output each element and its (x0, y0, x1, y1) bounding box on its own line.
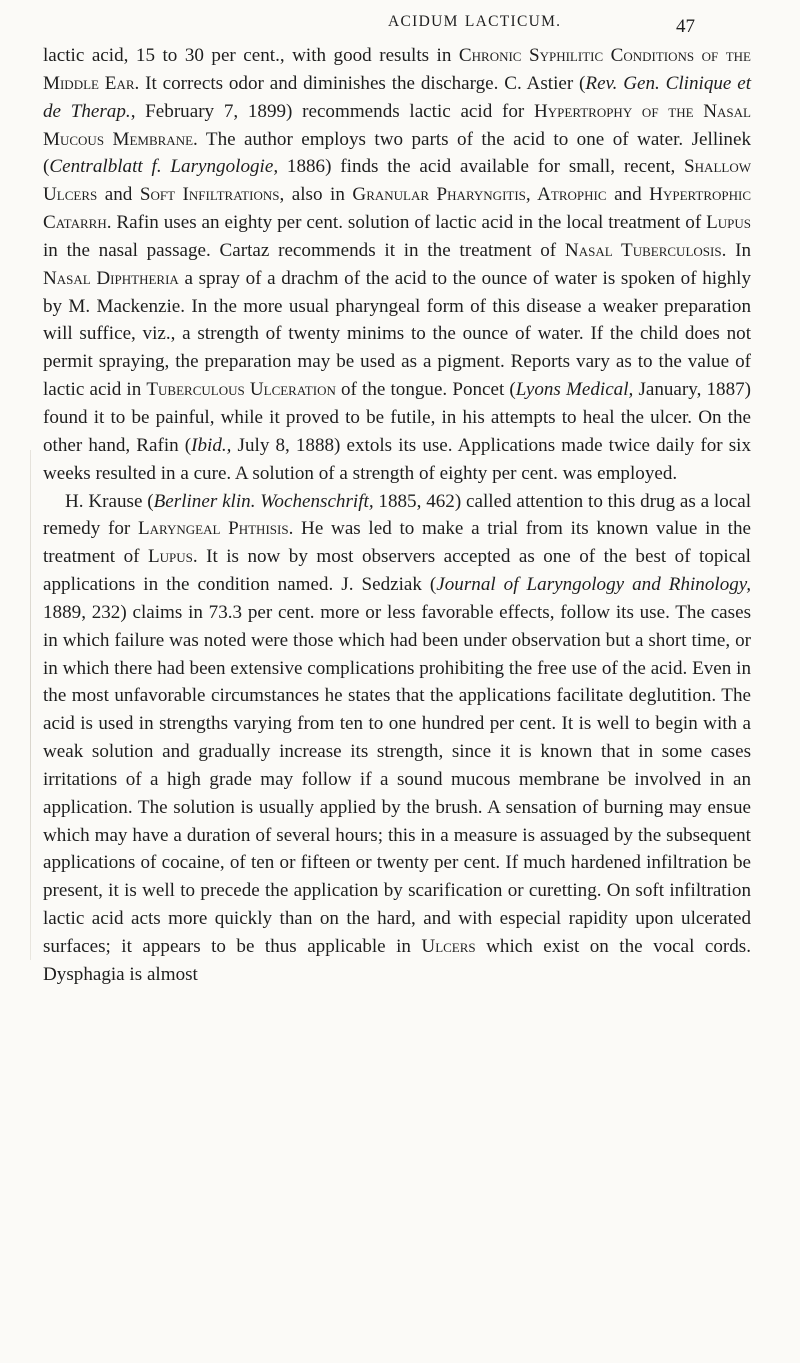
citation: Journal of Laryngology and Rhinology, (436, 574, 751, 596)
text-run: lactic acid, 15 to 30 per cent., with good results in (43, 45, 459, 66)
citation: Ibid., (191, 434, 232, 456)
text-run: in the nasal passage. Cartaz recommends it in the treatment of (43, 239, 565, 261)
disease-term: Granular Pharyngitis, Atrophic (352, 184, 607, 206)
citation: Lyons Medical, (515, 379, 634, 401)
text-run: which exist on the vocal cords. Dysphagia is almost (43, 936, 751, 985)
running-title: ACIDUM LACTICUM. (388, 13, 562, 30)
disease-term: Chronic Syphilitic Conditions of the Middle Ear (43, 45, 751, 94)
text-run: . He was led to make a trial from its known value in the treatment of (43, 518, 751, 568)
text-run: 1885, 462) called attention to this drug as a local remedy for (43, 490, 751, 540)
citation: Rev. Gen. Clinique et de Therap. (43, 72, 751, 122)
disease-term: Hypertrophic Catarrh (43, 184, 752, 234)
disease-term: Lupus (147, 546, 193, 568)
text-run: . The author employs two parts of the acid to one of water. Jellinek ( (43, 128, 751, 178)
text-run: , also in (279, 184, 353, 206)
text-run: . In (721, 239, 752, 261)
text-run: and (606, 184, 650, 206)
text-run: . Rafin uses an eighty per cent. solution of lactic acid in the local treatment of (106, 212, 707, 234)
body-text (43, 42, 751, 989)
text-run: a spray of a drachm of the acid to the ounce of water is spoken of highly by M. Mackenzie. In the more usual pharyngeal form of this disease a weaker preparation will suffice, viz., a strength of twenty minims to the ounce of water. If the child does not permit spraying, the preparation may be used as a pigment. Reports vary as to the value of lactic acid in (43, 267, 751, 401)
text-run: of the tongue. Poncet ( (335, 379, 516, 401)
disease-term: Laryngeal Phthisis (137, 518, 289, 540)
text-run: , February 7, 1899) recommends lactic acid for (130, 100, 534, 122)
disease-term: Soft Infiltrations (139, 184, 280, 206)
text-run: July 8, 1888) extols its use. Applications made twice daily for six weeks resulted in a cure. A solution of a strength of eighty per cent. was employed. (43, 434, 751, 484)
text-run: 1886) finds the acid available for small, recent, (278, 156, 685, 178)
disease-term: Hypertrophy of the Nasal Mucous Membrane (43, 100, 751, 150)
citation: Centralblatt f. Laryngologie, (49, 156, 279, 178)
text-run: 1889, 232) claims in 73.3 per cent. more or less favorable effects, follow its use. The cases in which failure was noted were those which had been under observation but a short time, or in which there had been extensive complications prohibiting the free use of the acid. Even in the most unfavorable circumstances he states that the applications facilitate deglutition. The acid is used in strengths varying from ten to one hundred per cent. It is well to begin with a weak solution and gradually increase its strength, since it is known that in some cases irritations of a high grade may follow if a sound mucous membrane be involved in an application. The solution is usually applied by the brush. A sensation of burning may ensue which may have a duration of several hours; this in a measure is assuaged by the subsequent applications of cocaine, of ten or fifteen or twenty per cent. If much hardened infiltration be present, it is well to precede the application by scarification or curetting. On soft infiltration lactic acid acts more quickly than on the hard, and with especial rapidity upon ulcerated surfaces; it appears to be thus applicable in (43, 601, 751, 957)
page-number: 47 (676, 16, 695, 37)
page-header (0, 11, 800, 37)
text-run: . It is now by most observers accepted as one of the best of topical applications in the condition named. J. Sedziak ( (43, 546, 751, 596)
disease-term: Lupus (706, 212, 751, 234)
scan-margin-mark (30, 450, 31, 960)
text-run: . It corrects odor and diminishes the discharge. C. Astier ( (134, 72, 586, 94)
paragraph (43, 488, 751, 989)
citation: Berliner klin. Wochenschrift, (153, 490, 374, 512)
text-run: and (97, 184, 140, 206)
disease-term: Ulcers (421, 936, 476, 957)
paragraph (43, 42, 751, 488)
disease-term: Nasal Diphtheria (43, 267, 179, 289)
text-run: H. Krause ( (65, 490, 154, 512)
disease-term: Shallow Ulcers (43, 156, 751, 206)
disease-term: Nasal Tuberculosis (564, 239, 722, 261)
text-run: January, 1887) found it to be painful, while it proved to be futile, in his attempts to heal the ulcer. On the other hand, Rafin ( (43, 379, 752, 456)
disease-term: Tuberculous Ulceration (146, 379, 336, 401)
